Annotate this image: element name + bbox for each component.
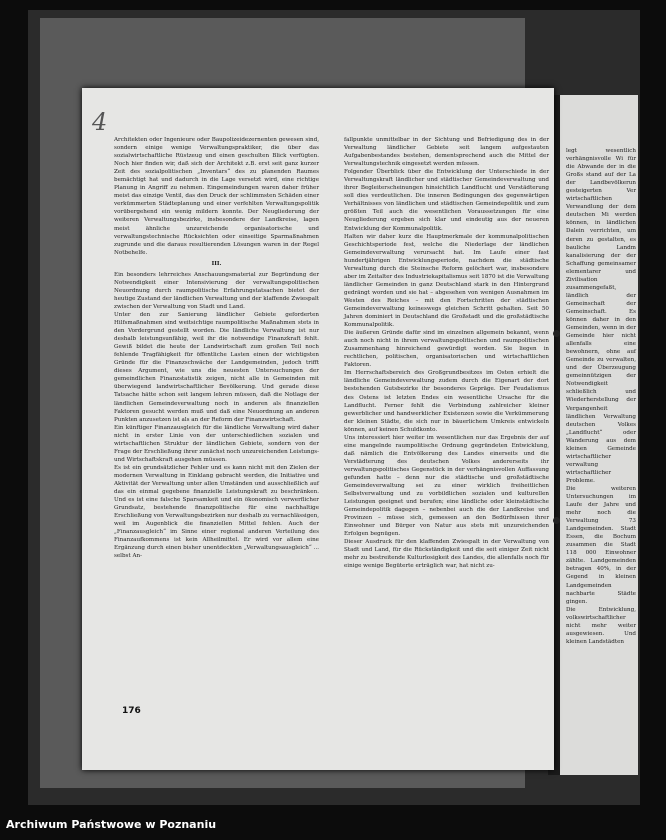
left-text-column bbox=[114, 136, 319, 560]
paragraph: Dieser Ausdruck für den klaffenden Zwiespalt in der Verwaltung von Stadt und Land, für die Rückständigkeit und die seit einiger Zeit nicht mehr zu bestreitende Kulturlosigkeit des Landes, die allenfalls noch für einige wenige Begüterte erträglich war, hat nicht zu- bbox=[344, 539, 549, 570]
adjacent-page-text bbox=[566, 147, 636, 646]
paragraph: Es ist ein grundsätzlicher Fehler und es kann nicht mit den Zielen der modernen Verwaltung in Einklang gebracht werden, die Initiative und Aktivität der Verwaltung unter allen Umständen und ausschließlich auf das ein einmal gegebene finanzielle Leistungskraft zu beschränken. Und es ist eine falsche Sparsamkeit und ein ökonomisch verwerflicher Grundsatz, bestehende finanzpolitische für eine nachhaltige Erschließung von Verwaltungsbezirken nur deshalb zu vernachlässigen, weil im Augenblick die finanziellen Mittel fehlen. Auch der „Finanzausgleich“ im Sinne einer regional anderen Verteilung des Finanzaufkommens ist kein Allheilmittel. Er wird vor allem eine Ergänzung durch einen bisher unentdeckten „Verwaltungsausgleich“ ... selbst An- bbox=[114, 464, 319, 560]
paragraph: Ein besonders lehrreiches Anschauungsmaterial zur Begründung der Notwendigkeit einer Intensivierung der verwaltungspolitischen Neuordnung durch raumpolitische Erfahrungstatsachen bietet der heutige Zustand der ländlichen Verwaltung und der klaffende Zwiespalt zwischen der Verwaltung von Stadt und Land. bbox=[114, 271, 319, 310]
handwritten-page-mark: 4 bbox=[92, 108, 108, 136]
archive-watermark-label: Archiwum Państwowe w Poznaniu bbox=[6, 818, 217, 831]
side-paragraph: legt wesentlich verhängnisvolle Wi für die Abwande der in die Großs stand auf der La der Landbevölkerun gesteigerten Ver wirtschaftlichen Verwandlung der dem deutschen Mi werden können, in ländlichen Dalein verrichten, um deren zu gestalten, es bauliche Landm kanalisierung der der Schaffung gemeinsamer elementarer und Zivilisation zusammengefaßt, ländlich der Gemeinschaft der Gemeinschaft. Es können daher in den Gemeinden, wenn in der Gemeinde hier nicht allenfalls eine bewohnern, ohne auf Gemeinde zu verwalten, und der Überzeugung gemeinnützigen der Notwendigkeit schließlich und Wiederherstellung der Vergangenheit ländlichen Verwaltung deutschen Volkes „Landflucht“ oder Wanderung aus dem kleinen Gemeinde wirtschaftlicher verwaltung wirtschaftlicher Probleme. bbox=[566, 148, 636, 484]
side-paragraph: Die weiteren Untersuchungen im Laufe der Jahre und mehr noch die Verwaltung 73 Landgemeinden. Stadt Essen, die Bochum zusammen die Stadt 118 000 Einwohner zählte. Landgemeinden betragen 40%, in der Gegend in kleinen Landgemeinden nachbarte Städte gingen. bbox=[566, 485, 636, 605]
page-number: 176 bbox=[122, 706, 141, 716]
paragraph: Uns interessiert hier weiter im wesentlichen nur das Ergebnis der auf eine mangelnde raumpolitische Ordnung gegründeten Entwicklung, daß nämlich die Entvölkerung des Landes einerseits und die Verstädterung des deutschen Volkes andererseits ihr verwaltungspolitisches Gegenstück in der verhängnisvollen Auffassung gefunden hatte – denn nur die städtische und großstädtische Gemeindeverwaltung sei zu einer wirklich freiheitlichen Selbstverwaltung und zu vorbildlichen sozialen und kulturellen Leistungen geeignet und berufen; eine ländliche oder kleinstädtische Gemeindepolitik dagegen – nebenbei auch die der Landkreise und Provinzen – müsse sich, gemessen an den Bedürfnissen ihrer Einwohner und Bürger von Natur aus stets mit unzureichenden Erfolgen begnügen. bbox=[344, 434, 549, 538]
section-heading: III. bbox=[211, 260, 222, 267]
side-paragraph: Die Entwicklung, volkswirtschaftlicher nicht mehr weiter ausgewiesen. Und kleinen Landstädten bbox=[566, 606, 636, 645]
binding-hole bbox=[553, 330, 560, 337]
paragraph: fallpunkte unmittelbar in der Sichtung und Befriedigung des in der Verwaltung ländlicher Gebiete seit langem aufgestauten Aufgabenbestandes bestehen, dementsprechend auch die Mittel der Verwaltungstechnik eingesetzt werden müssen. bbox=[344, 137, 549, 168]
adjacent-page bbox=[560, 95, 638, 775]
binding-hole bbox=[553, 517, 560, 524]
paragraph: Ein künftiger Finanzausgleich für die ländliche Verwaltung wird daher nicht in erster Linie von der unterschiedlichen sozialen und wirtschaftlichen Struktur der ländlichen Gebiete, sondern von der Frage der Erschließung ihrer zunächst noch unzureichenden Leistungs- und Wirtschaftskraft ausgehen müssen. bbox=[114, 424, 319, 463]
paragraph: Architekten oder Ingenieure oder Baupolizeidezernenten gewesen sind, sondern einige wenige Verwaltungspraktiker, die über das sozialwirtschaftliche Rüstzeug und einen geschulten Blick verfügten. Noch hier finden wir, daß sich der Architekt z.B. erst seit ganz kurzer Zeit des sozialpolitischen „Inventars“ des zu planenden Raumes bemächtigt hat und dadurch in die Lage versetzt wird, eine richtige Planung in Angriff zu nehmen. Eingemeindungen waren daher früher meist das einzige Ventil, das den Druck der schlimmsten Schäden einer verkümmerten Städteplanung und einer verfehlten Verwaltungspolitik vorübergehend ein wenig mildern konnte. Der Neugliederung der weiteren Verwaltungsbezirke, insbesondere der Landkreise, lagen meist ähnliche unzureichende organisatorische und verwaltungstechnische Rücksichten oder einseitige Sparmaßnahmen zugrunde und die daraus resultierenden Lösungen waren in der Regel Notbehelfe. bbox=[114, 137, 319, 256]
document-page bbox=[82, 88, 554, 770]
paragraph: Im Herrschaftsbereich des Großgrundbesitzes im Osten erhielt die ländliche Gemeindeverwaltung zudem durch die Eigenart der dort bestehenden Gutsbezirke ihr besonderes Gepräge. Der Feudalismus des Ostens ist letzten Endes ein wesentliche Ursache für die Landflucht. Ferner fehlt die Verbindung zahlreicher kleiner gewerblicher und handwerklicher Existenzen sowie die Verkümmerung der kleinen Städte, die sich nur in bäuerlichem Umkreis entwickeln können, auf keinen Schuldkonto. bbox=[344, 370, 549, 433]
paragraph: Unter den zur Sanierung ländlicher Gebiete geforderten Hilfsmaßnahmen sind weitsichtige raumpolitische Maßnahmen stets in den Vordergrund gestellt worden. Die ländliche Verwaltung ist nur deshalb leistungsunfähig, weil ihr die notwendige Finanzkraft fehlt. Gewiß bildet die heute der Landwirtschaft zum großen Teil noch fehlende Tragfähigkeit für öffentliche Lasten einen der wichtigsten Gründe für die Finanzschwäche der Landgemeinden, jedoch trifft dieses Argument, wie uns die neuesten Untersuchungen der gemeindlichen Finanzstatistik zeigen, nicht alle in Gemeinden mit überwiegend landwirtschaftlicher Bevölkerung. Und gerade diese Tatsache hätte schon seit langem lehren müssen, daß die Notlage der ländlichen Gemeindeverwaltung noch in anderen als finanziellen Faktoren gesucht werden muß und daß eine Neuordnung an anderen Punkten anzusetzen ist als an der Reform der Finanzwirtschaft. bbox=[114, 311, 319, 423]
right-text-column bbox=[344, 136, 549, 571]
paragraph: Die äußeren Gründe dafür sind im einzelnen allgemein bekannt, wenn auch noch nicht in ihrem verwaltungspolitischen und raumpolitischen Zusammenhang hinreichend gewürdigt worden. Sie liegen in rechtlichen, politischen, organisatorischen und wirtschaftlichen Faktoren. bbox=[344, 330, 549, 369]
paragraph: Halten wir daher kurz die Hauptmerkmale der kommunalpolitischen Geschichtsperiode fest, welche die Niederlage der ländlichen Gemeindeverwaltung verursacht hat. Im Laufe einer fast hundertjährigen Entwicklungsperiode, nachdem die städtische Verwaltung durch die Steinsche Reform gelöchert war, insbesondere aber im Zeitalter des Industriekapitalismus seit 1870 ist die Verwaltung ländlicher Gemeinden in ganz Deutschland stark in den Hintergrund gedrängt worden und sie hat – abgesehen von wenigen Ausnahmen im Westen des Reiches – mit den Fortschritten der städtischen Gemeindeverwaltung keineswegs gleichen Schritt gehalten. Seit 50 Jahren dominiert in Deutschland die Großstadt und die großstädtische Kommunalpolitik. bbox=[344, 233, 549, 329]
paragraph: Folgender Überblick über die Entwicklung der Unterschiede in der Verwaltungskraft ländlicher und städtischer Gemeindeverwaltung und ihrer Begleiterscheinungen hinsichtlich Landflucht und Verstädterung soll dies verdeutlichen. Die inneren Bedingungen des gegenwärtigen Verhältnisses von ländlichen und städtischen Gemeindepolitik und zum größten Teil auch die wesentlichen Voraussetzungen für eine Neugliederung ergeben sich klar und eindeutig aus der neueren Entwicklung der Kommunalpolitik. bbox=[344, 169, 549, 232]
